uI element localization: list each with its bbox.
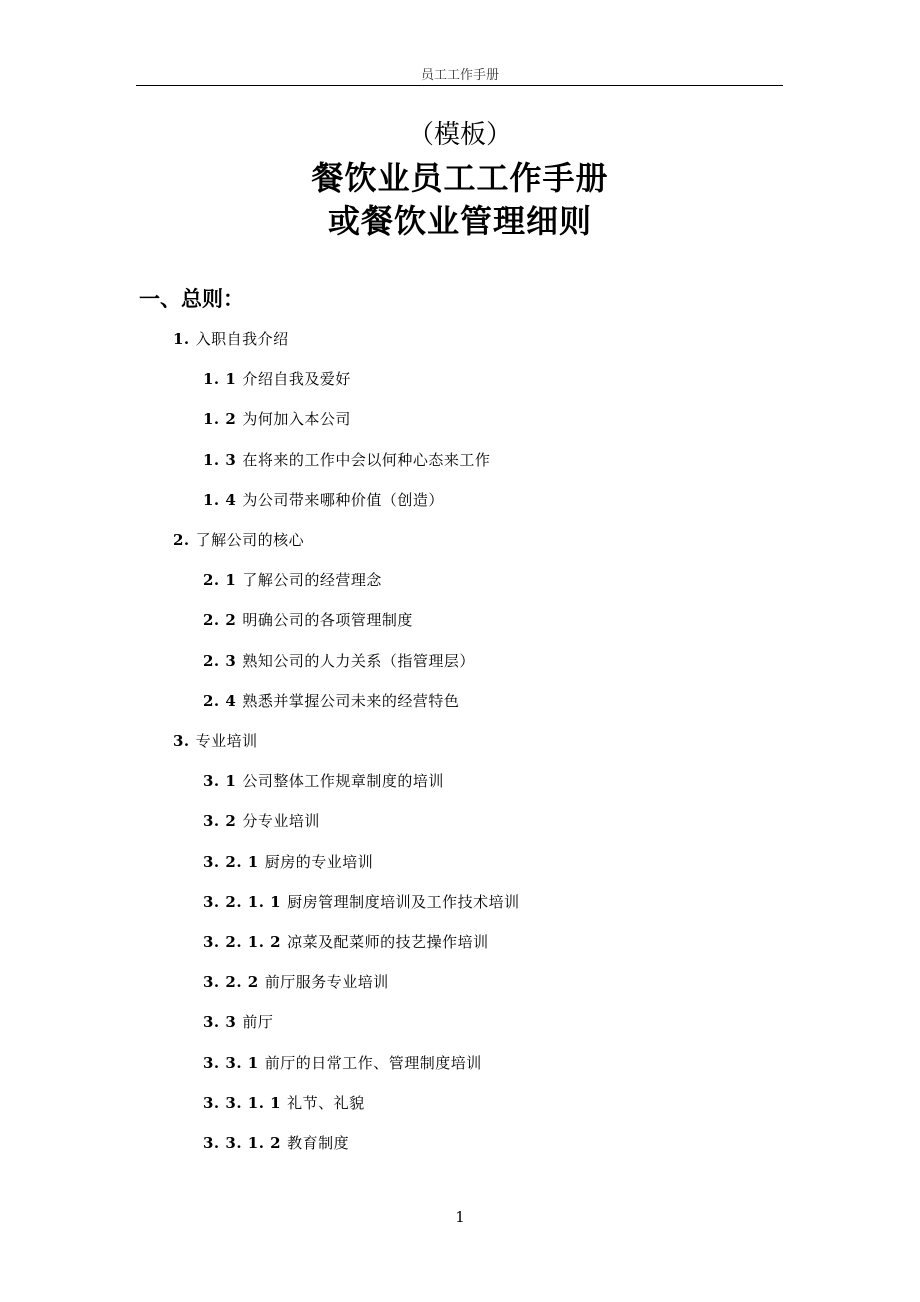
outline-item-text: 厨房管理制度培训及工作技术培训 [287, 892, 520, 911]
outline-item-number: 1. 2 [203, 410, 237, 429]
outline-item [203, 489, 444, 510]
section-heading: 一、总则： [139, 287, 244, 311]
outline-item [203, 449, 490, 470]
outline-item-number: 2. 1 [203, 571, 237, 590]
outline-item [203, 770, 444, 791]
outline-item [203, 408, 351, 429]
outline-item [203, 810, 320, 831]
outline-item-text: 分专业培训 [242, 812, 320, 831]
outline-item-text: 介绍自我及爱好 [242, 370, 351, 389]
outline-item [203, 650, 475, 671]
outline-item-number: 3. 3. 1. 2 [203, 1134, 282, 1152]
outline-item-number: 2. 2 [203, 611, 237, 630]
outline-item-number: 3. 3. 1 [203, 1053, 259, 1072]
outline-item-number: 3. 2. 1. 1 [203, 892, 282, 911]
outline-item-text: 入职自我介绍 [195, 330, 289, 348]
outline-item-number: 1. [173, 330, 190, 348]
document-title-line-2: 或餐饮业管理细则 [327, 202, 592, 240]
outline-item [173, 730, 258, 751]
outline-item [203, 1052, 482, 1073]
outline-item [203, 609, 413, 630]
outline-item [203, 931, 489, 952]
running-header: 员工工作手册 [420, 68, 499, 83]
outline-item-number: 3. [173, 732, 190, 750]
outline-item-text: 专业培训 [195, 732, 258, 750]
outline-item-text: 明确公司的各项管理制度 [242, 611, 413, 630]
outline-item-text: 凉菜及配菜师的技艺操作培训 [287, 933, 489, 951]
outline-item-number: 2. 4 [203, 691, 237, 710]
outline-item-text: 前厅服务专业培训 [264, 973, 389, 992]
page-number: 1 [455, 1208, 465, 1226]
outline-item [203, 971, 389, 992]
outline-item-number: 3. 3 [203, 1013, 237, 1032]
outline-item-text: 熟悉并掌握公司未来的经营特色 [242, 691, 460, 710]
outline-item-number: 3. 1 [203, 772, 237, 791]
outline-item-text: 为何加入本公司 [242, 410, 351, 429]
outline-item-number: 3. 3. 1. 1 [203, 1093, 282, 1112]
outline-item-number: 1. 4 [203, 490, 237, 509]
outline-item-text: 熟知公司的人力关系（指管理层） [242, 651, 475, 670]
outline-item-text: 公司整体工作规章制度的培训 [242, 772, 444, 791]
outline-item [203, 368, 351, 389]
outline-item [203, 690, 459, 711]
document-title-line-1: 餐饮业员工工作手册 [311, 159, 609, 197]
outline-item-number: 3. 2. 1 [203, 852, 259, 871]
outline-item-text: 了解公司的经营理念 [242, 571, 382, 590]
outline-item-text: 教育制度 [287, 1134, 350, 1152]
outline-item-number: 3. 2. 1. 2 [203, 933, 282, 951]
outline-item [203, 851, 373, 872]
outline-item [203, 1011, 273, 1032]
outline-item-text: 礼节、礼貌 [287, 1093, 365, 1112]
outline-item-number: 3. 2. 2 [203, 973, 259, 992]
outline-item [203, 1132, 349, 1153]
outline-item [203, 1092, 365, 1113]
outline-item-number: 1. 1 [203, 370, 237, 389]
header-divider [136, 85, 783, 86]
outline-item-text: 前厅 [242, 1013, 274, 1032]
outline-item-number: 1. 3 [203, 450, 237, 469]
outline-item-text: 为公司带来哪种价值（创造） [242, 490, 444, 509]
outline-item-text: 厨房的专业培训 [264, 852, 374, 871]
outline-item-text: 了解公司的核心 [195, 531, 305, 549]
outline-item-text: 前厅的日常工作、管理制度培训 [264, 1053, 482, 1072]
outline-item-number: 2. [173, 531, 190, 549]
outline-item [203, 569, 382, 590]
document-subtitle: （模板） [407, 120, 512, 150]
outline-item [173, 328, 289, 349]
outline-item-text: 在将来的工作中会以何种心态来工作 [242, 450, 491, 469]
outline-item-number: 3. 2 [203, 812, 237, 831]
outline-item-number: 2. 3 [203, 651, 237, 670]
outline-item [203, 891, 520, 912]
outline-item [173, 529, 304, 550]
